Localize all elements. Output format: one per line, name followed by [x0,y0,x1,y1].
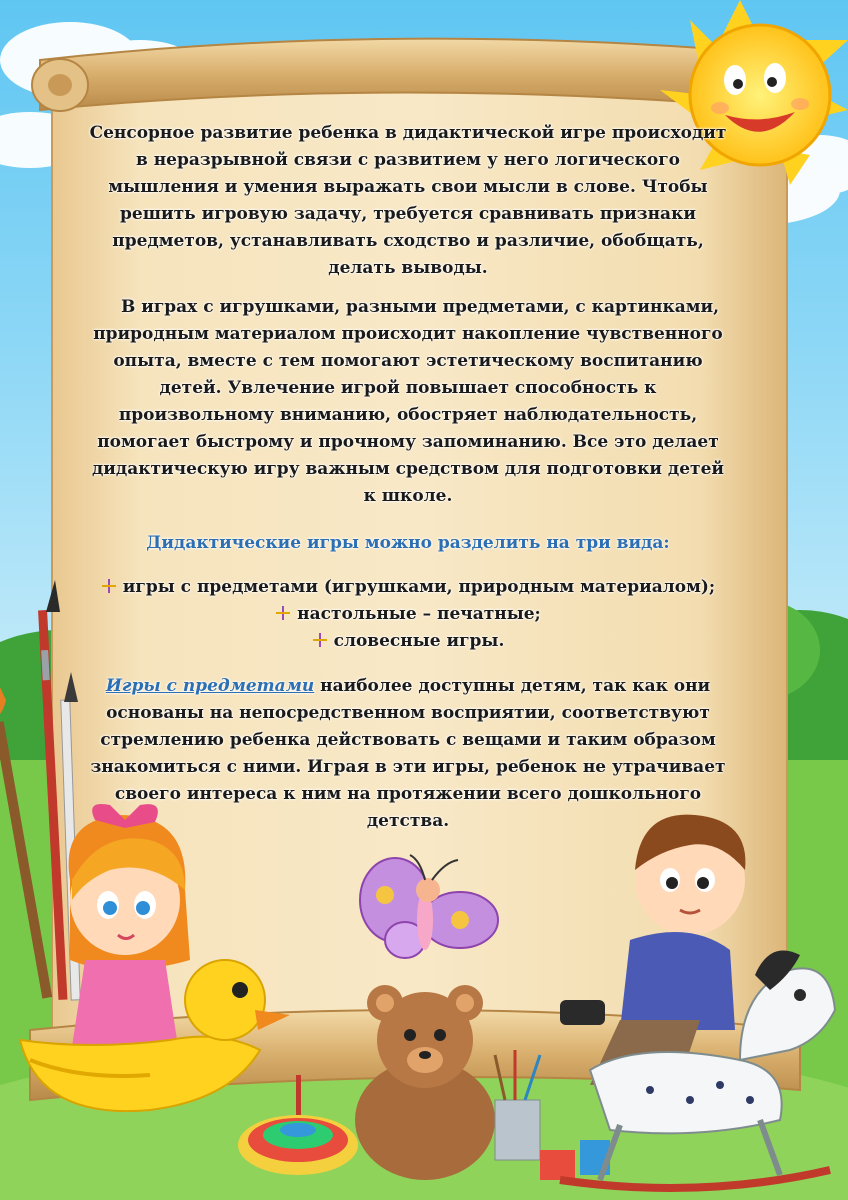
paragraph-object-games [88,673,728,835]
doll-girl-icon [69,804,190,1060]
paragraph-sensory-development: Сенсорное развитие ребенка в дидактической игре происходит в неразрывной связи с развитием у него логического мышления и умения выражать свои мысли в слове. Чтобы решить игровую задачу, требуется сравнивать признаки предметов, устанавливать сходство и различие, обобщать, делать выводы. [89,123,727,278]
list-item: игры с предметами (игрушками, природным материалом); [88,574,728,601]
list-item: словесные игры. [88,628,728,655]
section-heading: Дидактические игры можно разделить на три вида: [146,533,670,553]
cross-bullet-icon [312,633,328,647]
teddy-bear-icon [355,985,495,1180]
cross-bullet-icon [101,579,117,593]
cross-bullet-icon [275,606,291,620]
document-body [88,120,728,835]
object-games-link[interactable]: Игры с предметами [105,676,315,696]
list-item: настольные – печатные; [88,601,728,628]
paragraph-toy-games: В играх с игрушками, разными предметами, с картинками, природным материалом происходит накопление чувственного опыта, вместе с тем помогают эстетическому воспитанию детей. Увлечение игрой повышает способность к произвольному вниманию, обостряет наблюдательность, помогает быстрому и прочному запоминанию. Все это делает дидактическую игру важным средством для подготовки детей к школе. [91,297,725,506]
game-types-list [88,574,728,655]
paragraph-object-games-text: наиболее доступны детям, так как они основаны на непосредственном восприятии, соответствуют стремлению ребенка действовать с вещами и таким образом знакомиться с ними. Играя в эти игры, ребенок не утрачивает своего интереса к ним на протяжении всего дошкольного детства. [90,676,726,831]
